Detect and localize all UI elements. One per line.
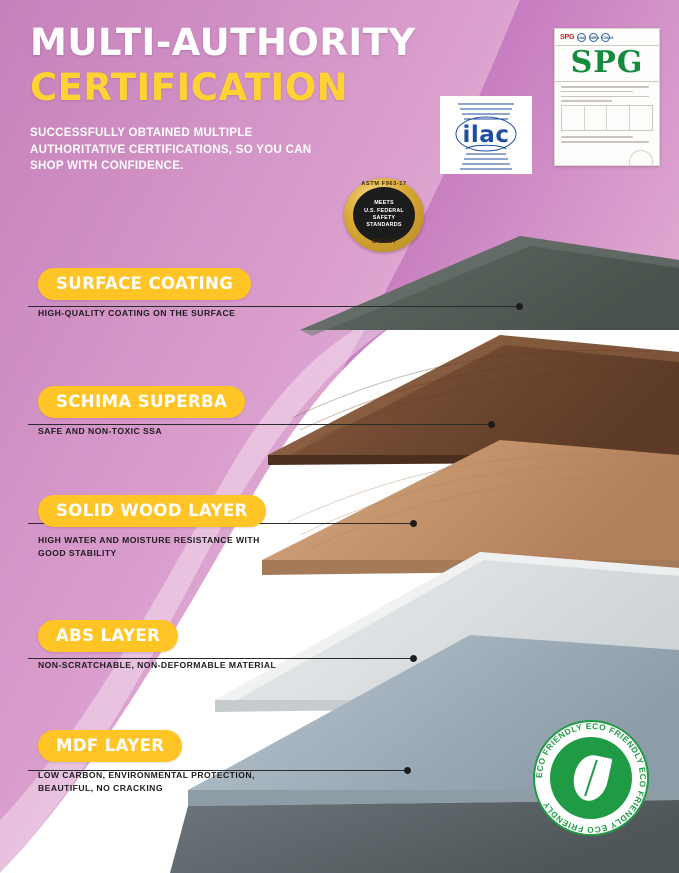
spg-logo-text: SPG (555, 45, 659, 82)
layer-pill-schima-superba[interactable]: SCHIMA SUPERBA (38, 386, 245, 418)
cpsia-line3: SAFETY (372, 215, 396, 221)
spg-stamp-icon (629, 150, 653, 166)
page-title-line2: CERTIFICATION (30, 66, 349, 110)
eco-friendly-badge (533, 720, 649, 836)
layer-desc-solid-wood-layer: HIGH WATER AND MOISTURE RESISTANCE WITH GOOD STABILITY (38, 535, 260, 559)
spg-certificate-badge (554, 28, 660, 166)
eco-inner-circle (550, 737, 632, 819)
layer-desc-mdf-layer: LOW CARBON, ENVIRONMENTAL PROTECTION, BEAUTIFUL, NO CRACKING (38, 770, 255, 794)
cnas-mini-seal: CNAS (602, 35, 614, 40)
cpsia-face (353, 187, 415, 243)
layer-desc-surface-coating: HIGH-QUALITY COATING ON THE SURFACE (38, 308, 236, 318)
layer-pill-solid-wood-layer[interactable]: SOLID WOOD LAYER (38, 495, 266, 527)
leader-dot-3 (410, 520, 417, 527)
slab-schima-superba (268, 335, 679, 465)
cpsia-bottom-label: CPSIA (371, 238, 397, 245)
spg-text-lines (555, 82, 659, 102)
leader-dot-1 (516, 303, 523, 310)
layer-label-solid-wood-layer (38, 495, 288, 561)
page-title-line1: MULTI-AUTHORITY (30, 21, 416, 64)
leader-dot-2 (488, 421, 495, 428)
layer-pill-surface-coating[interactable]: SURFACE COATING (38, 268, 251, 300)
spg-mini-logo: SPG (560, 34, 575, 41)
cpsia-top-label: ASTM F963-17 (361, 181, 407, 187)
layer-label-surface-coating (38, 268, 251, 320)
layer-desc-abs-layer: NON-SCRATCHABLE, NON-DEFORMABLE MATERIAL (38, 660, 277, 670)
layer-pill-abs-layer[interactable]: ABS LAYER (38, 620, 178, 652)
leaf-icon (570, 752, 613, 804)
spg-footer (555, 146, 659, 166)
layer-label-mdf-layer (38, 730, 288, 796)
cpsia-badge (336, 176, 432, 256)
cpsia-line4: STANDARDS (366, 222, 402, 229)
layer-pill-mdf-layer[interactable]: MDF LAYER (38, 730, 182, 762)
ilac-mini-seal: ilac (578, 35, 586, 40)
eco-ring-label: ECO FRIENDLY ECO FRIENDLY ECO FRIENDLY ECO FRIENDLY (533, 720, 649, 836)
spg-mini-marks (555, 29, 659, 44)
leader-dot-5 (404, 767, 411, 774)
cpsia-line2: U.S. FEDERAL (364, 207, 404, 214)
leader-dot-4 (410, 655, 417, 662)
layer-label-schima-superba (38, 386, 245, 438)
ilac-label: ilac (462, 122, 510, 148)
header-subtitle: SUCCESSFULLY OBTAINED MULTIPLE AUTHORITATIVE CERTIFICATIONS, SO YOU CAN SHOP WITH CONFIDENCE. (30, 126, 312, 173)
ilac-badge (440, 96, 532, 174)
layer-label-abs-layer (38, 620, 276, 672)
cpsia-line1: MEETS (374, 200, 394, 207)
mra-mini-seal: MRA (590, 35, 600, 40)
layer-desc-schima-superba: SAFE AND NON-TOXIC SSA (38, 426, 163, 436)
spg-result-table (561, 105, 653, 131)
